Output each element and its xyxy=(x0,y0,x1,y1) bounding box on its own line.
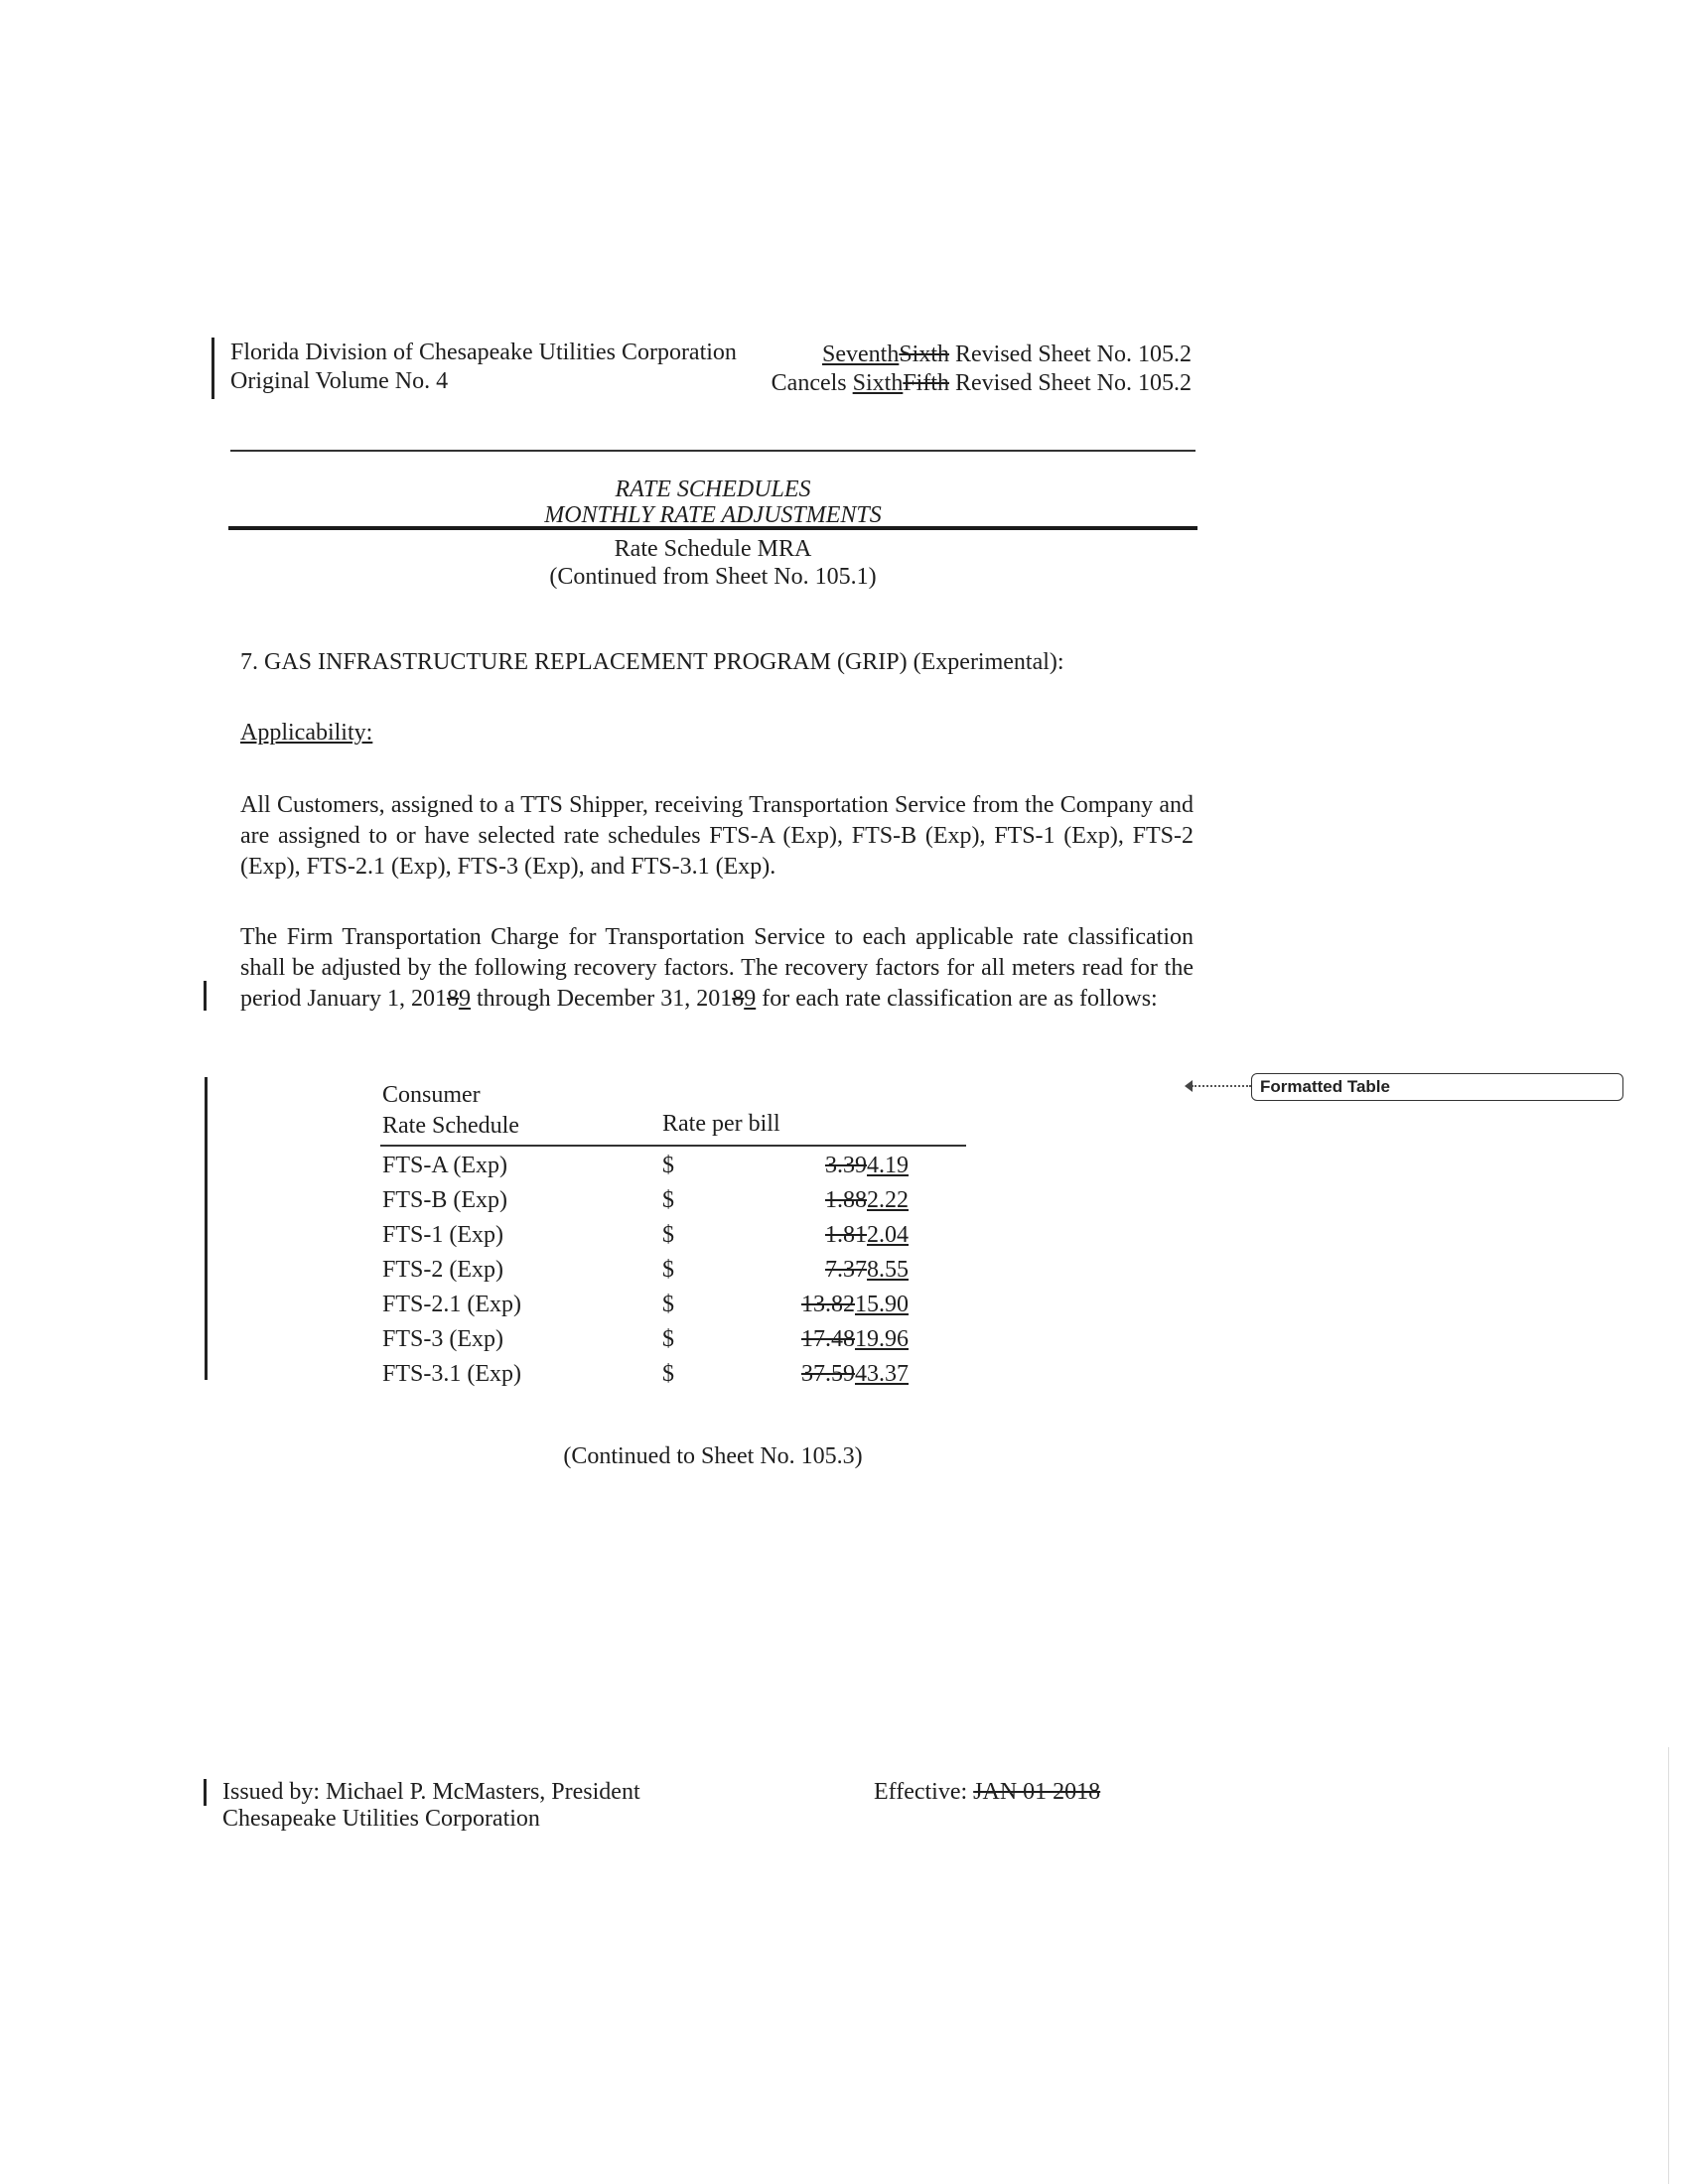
rate-schedule-cell: FTS-2.1 (Exp) xyxy=(382,1292,521,1317)
currency-cell: $ xyxy=(662,1292,674,1317)
change-bar-footer xyxy=(204,1779,207,1806)
sheet-new: Seventh xyxy=(822,341,900,367)
para2-new-year2: 9 xyxy=(744,986,757,1012)
change-bar-paragraph xyxy=(204,981,207,1011)
header-company: Florida Division of Chesapeake Utilities Corporation xyxy=(230,340,737,365)
old-rate: 1.81 xyxy=(825,1222,867,1248)
paragraph-recovery-factors xyxy=(240,922,1194,1015)
footer-issued-by: Issued by: Michael P. McMasters, President xyxy=(222,1779,640,1805)
old-rate: 17.48 xyxy=(801,1326,855,1352)
rate-cell xyxy=(791,1145,909,1179)
para2-old-year1: 8 xyxy=(446,986,459,1012)
continued-to: (Continued to Sheet No. 105.3) xyxy=(563,1443,863,1469)
applicability-label: Applicability: xyxy=(240,720,373,746)
old-rate: 3.39 xyxy=(825,1153,867,1178)
rate-cell xyxy=(791,1284,909,1318)
currency-cell: $ xyxy=(662,1361,674,1387)
rate-schedule-cell: FTS-3 (Exp) xyxy=(382,1326,503,1352)
table-row xyxy=(382,1353,909,1388)
paragraph-customers: All Customers, assigned to a TTS Shipper, receiving Transportation Service from the Company and are assigned to or have selected rate schedules FTS-A (Exp), FTS-B (Exp), FTS-1 (Exp), FTS-2 (Exp), FTS-2.1 (Exp), FTS-3 (Exp), and FTS-3.1 (Exp). xyxy=(240,792,1194,880)
rate-table xyxy=(382,1145,909,1388)
rate-schedule-cell: FTS-B (Exp) xyxy=(382,1187,507,1213)
cancels-new: Sixth xyxy=(852,370,904,396)
rate-schedule-cell: FTS-2 (Exp) xyxy=(382,1257,503,1283)
currency-cell: $ xyxy=(662,1187,674,1213)
section-heading: 7. GAS INFRASTRUCTURE REPLACEMENT PROGRAM (GRIP) (Experimental): xyxy=(240,649,1064,675)
para2-old-year2: 8 xyxy=(732,986,745,1012)
table-header-col2: Rate per bill xyxy=(662,1111,780,1137)
title-line2: MONTHLY RATE ADJUSTMENTS xyxy=(544,502,882,528)
sheet-old: Sixth xyxy=(899,341,950,367)
cancels-old: Fifth xyxy=(903,370,950,396)
old-rate: 13.82 xyxy=(801,1292,855,1317)
rate-cell xyxy=(791,1353,909,1388)
table-row xyxy=(382,1179,909,1214)
change-bar-table xyxy=(205,1077,208,1380)
header-sheet-number xyxy=(822,340,1192,369)
footer-effective xyxy=(874,1777,1100,1807)
new-rate: 2.04 xyxy=(867,1222,909,1248)
top-rule xyxy=(230,450,1196,452)
table-header-col1-line1: Consumer xyxy=(382,1082,481,1108)
cancels-rest: Revised Sheet No. 105.2 xyxy=(949,370,1192,396)
old-rate: 7.37 xyxy=(825,1257,867,1283)
rate-cell xyxy=(791,1318,909,1353)
new-rate: 4.19 xyxy=(867,1153,909,1178)
effective-old-date: JAN 01 2018 xyxy=(973,1779,1101,1805)
rate-schedule-cell: FTS-A (Exp) xyxy=(382,1153,507,1178)
rate-cell xyxy=(791,1179,909,1214)
table-row xyxy=(382,1145,909,1179)
header-volume: Original Volume No. 4 xyxy=(230,368,449,394)
currency-cell: $ xyxy=(662,1153,674,1178)
effective-label: Effective: xyxy=(874,1779,974,1805)
table-row xyxy=(382,1284,909,1318)
new-rate: 8.55 xyxy=(867,1257,909,1283)
para2-new-year1: 9 xyxy=(458,986,471,1012)
change-bar-header xyxy=(211,338,214,399)
rate-cell xyxy=(791,1249,909,1284)
table-row xyxy=(382,1249,909,1284)
cancels-prefix: Cancels xyxy=(771,370,853,396)
para2-text-a: The Firm Transportation Charge for Transportation Service to each applicable rate classification shall be adjusted by the following recovery factors. The recovery factors for all meters read for the period January 1, 201 xyxy=(240,924,1194,1012)
new-rate: 43.37 xyxy=(855,1361,909,1387)
para2-text-c: for each rate classification are as follows: xyxy=(756,986,1158,1012)
new-rate: 15.90 xyxy=(855,1292,909,1317)
new-rate: 19.96 xyxy=(855,1326,909,1352)
rate-schedule-cell: FTS-1 (Exp) xyxy=(382,1222,503,1248)
old-rate: 37.59 xyxy=(801,1361,855,1387)
table-row xyxy=(382,1214,909,1249)
header-cancels xyxy=(772,368,1192,398)
currency-cell: $ xyxy=(662,1326,674,1352)
rate-schedule-cell: FTS-3.1 (Exp) xyxy=(382,1361,521,1387)
currency-cell: $ xyxy=(662,1257,674,1283)
annotation-connector xyxy=(1192,1085,1251,1087)
table-row xyxy=(382,1318,909,1353)
old-rate: 1.88 xyxy=(825,1187,867,1213)
rate-cell xyxy=(791,1214,909,1249)
sheet-rest: Revised Sheet No. 105.2 xyxy=(949,341,1192,367)
annotation-formatted-table: Formatted Table xyxy=(1251,1073,1623,1101)
annotation-arrow-icon xyxy=(1185,1080,1193,1092)
para2-text-b: through December 31, 201 xyxy=(470,986,733,1012)
page-right-edge-line xyxy=(1668,1747,1669,2184)
currency-cell: $ xyxy=(662,1222,674,1248)
table-header-col1-line2: Rate Schedule xyxy=(382,1113,519,1139)
new-rate: 2.22 xyxy=(867,1187,909,1213)
title-line1: RATE SCHEDULES xyxy=(615,477,811,502)
continued-from: (Continued from Sheet No. 105.1) xyxy=(549,564,877,590)
footer-company: Chesapeake Utilities Corporation xyxy=(222,1806,540,1832)
schedule-name: Rate Schedule MRA xyxy=(614,536,812,562)
